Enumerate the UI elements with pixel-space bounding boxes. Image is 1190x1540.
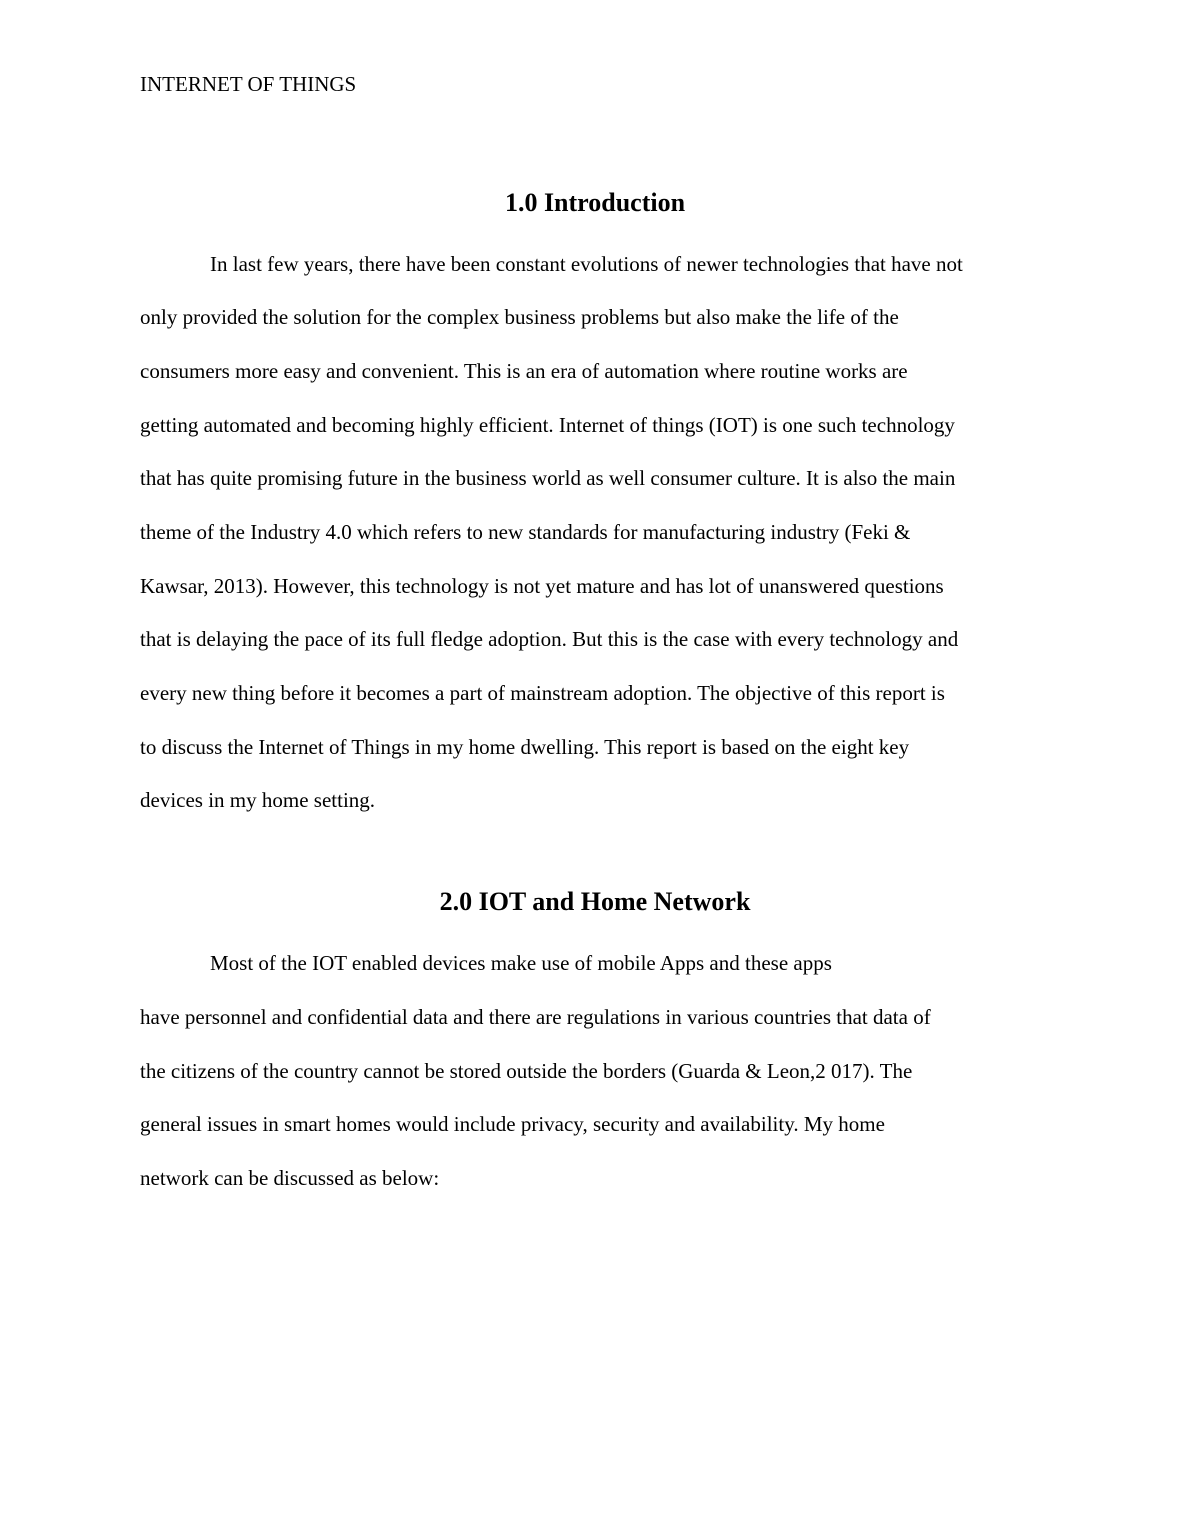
paragraph-line: devices in my home setting. [140, 788, 376, 812]
paragraph-line: Most of the IOT enabled devices make use of mobile Apps and these apps [210, 951, 832, 975]
section-title-iot-home-network: 2.0 IOT and Home Network [439, 887, 751, 916]
paragraph-line: have personnel and confidential data and there are regulations in various countries that data of [140, 1005, 931, 1029]
paragraph-line: general issues in smart homes would include privacy, security and availability. My home [140, 1112, 885, 1136]
paragraph-line: to discuss the Internet of Things in my home dwelling. This report is based on the eight key [140, 735, 910, 759]
running-head: INTERNET OF THINGS [140, 72, 357, 96]
paragraph-line: that is delaying the pace of its full fledge adoption. But this is the case with every technology and [140, 627, 959, 651]
paragraph-line: only provided the solution for the complex business problems but also make the life of the [140, 305, 899, 329]
paragraph-line: every new thing before it becomes a part of mainstream adoption. The objective of this report is [140, 681, 945, 705]
paragraph-line: network can be discussed as below: [140, 1166, 440, 1190]
paragraph-line: getting automated and becoming highly efficient. Internet of things (IOT) is one such technology [140, 413, 955, 437]
paragraph-line: consumers more easy and convenient. This is an era of automation where routine works are [140, 359, 908, 383]
paragraph-line: that has quite promising future in the business world as well consumer culture. It is also the main [140, 466, 956, 490]
paragraph-line: Kawsar, 2013). However, this technology is not yet mature and has lot of unanswered questions [140, 574, 944, 598]
paragraph-line: the citizens of the country cannot be stored outside the borders (Guarda & Leon,2 017). The [140, 1059, 913, 1083]
paragraph-line: In last few years, there have been constant evolutions of newer technologies that have not [210, 252, 963, 276]
section-title-introduction: 1.0 Introduction [504, 188, 686, 217]
paragraph-line: theme of the Industry 4.0 which refers to new standards for manufacturing industry (Feki & [140, 520, 911, 544]
